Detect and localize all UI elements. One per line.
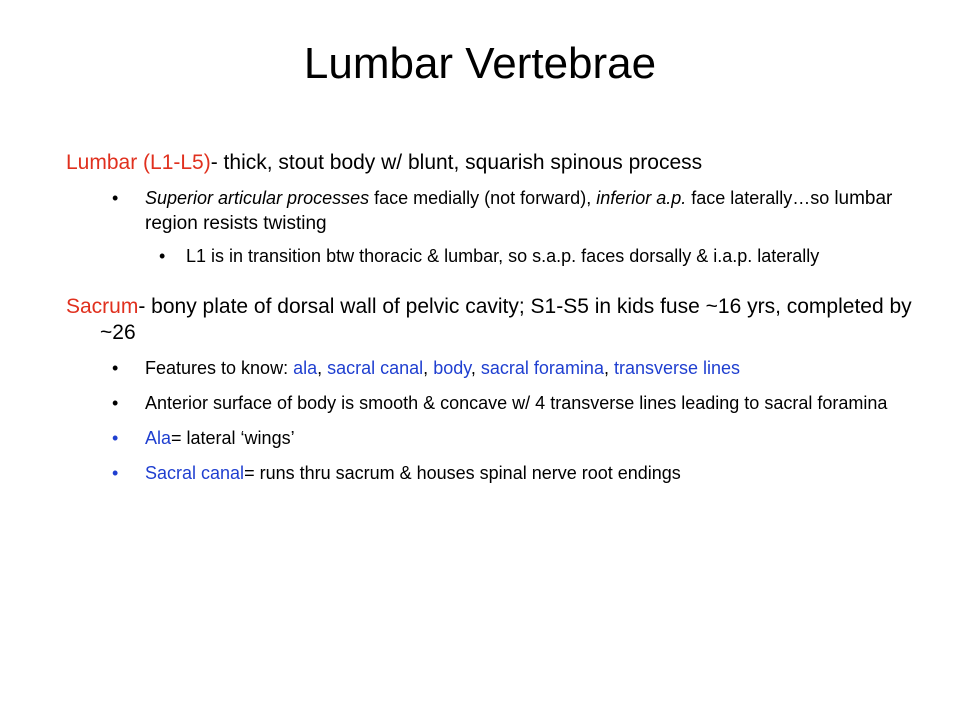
superior-articular-term: Superior articular processes <box>145 188 370 208</box>
lumbar-bullet-l1 <box>66 244 926 268</box>
ala-term: Ala <box>145 428 172 448</box>
feature-sep: , <box>317 358 328 378</box>
bullet-icon: • <box>112 393 119 413</box>
feature-ala: ala <box>293 358 318 378</box>
feature-sep: , <box>470 358 481 378</box>
sacrum-bullet-features <box>66 356 926 381</box>
slide-title: Lumbar Vertebrae <box>303 39 657 88</box>
sacrum-paragraph <box>66 294 926 346</box>
lumbar-paragraph <box>66 150 926 176</box>
sacrum-bullet-canal <box>66 461 926 486</box>
sacrum-bullet-anterior <box>66 391 926 416</box>
sacral-canal-term: Sacral canal <box>145 463 245 483</box>
bullet-icon: • <box>159 246 166 266</box>
lumbar-text: - thick, stout body w/ blunt, squarish spinous process <box>210 151 703 174</box>
feature-body: body <box>433 358 471 378</box>
sacrum-term: Sacrum <box>66 295 139 318</box>
feature-sep: , <box>603 358 614 378</box>
sacral-canal-text: = runs thru sacrum & houses spinal nerve root endings <box>244 463 681 483</box>
lumbar-term: Lumbar (L1-L5) <box>66 151 211 174</box>
inferior-ap-term: inferior a.p. <box>596 188 687 208</box>
sacrum-text: - bony plate of dorsal wall of pelvic cavity; S1-S5 in kids fuse ~16 yrs, completed by ~26 <box>100 295 912 344</box>
slide-body <box>66 150 926 486</box>
bullet-icon: • <box>112 358 119 378</box>
ala-text: = lateral ‘wings’ <box>171 428 295 448</box>
feature-sacral-foramina: sacral foramina <box>480 358 604 378</box>
bullet-icon: • <box>112 188 119 208</box>
lumbar-bullet-articular <box>66 186 926 236</box>
articular-text-2: face laterally…so <box>686 188 835 208</box>
sacrum-bullet-ala <box>66 426 926 451</box>
anterior-surface-text: Anterior surface of body is smooth & concave w/ 4 transverse lines leading to sacral foramina <box>145 393 888 413</box>
features-prefix: Features to know: <box>145 358 294 378</box>
bullet-icon: • <box>112 428 119 448</box>
feature-transverse-lines: transverse lines <box>613 358 741 378</box>
bullet-icon: • <box>112 463 119 483</box>
articular-text-1: face medially (not forward), <box>369 188 597 208</box>
articular-text-3: lumbar region resists twisting <box>145 188 893 234</box>
feature-sep: , <box>423 358 434 378</box>
feature-sacral-canal: sacral canal <box>327 358 424 378</box>
l1-transition-text: L1 is in transition btw thoracic & lumbar, so s.a.p. faces dorsally & i.a.p. laterally <box>186 246 820 266</box>
